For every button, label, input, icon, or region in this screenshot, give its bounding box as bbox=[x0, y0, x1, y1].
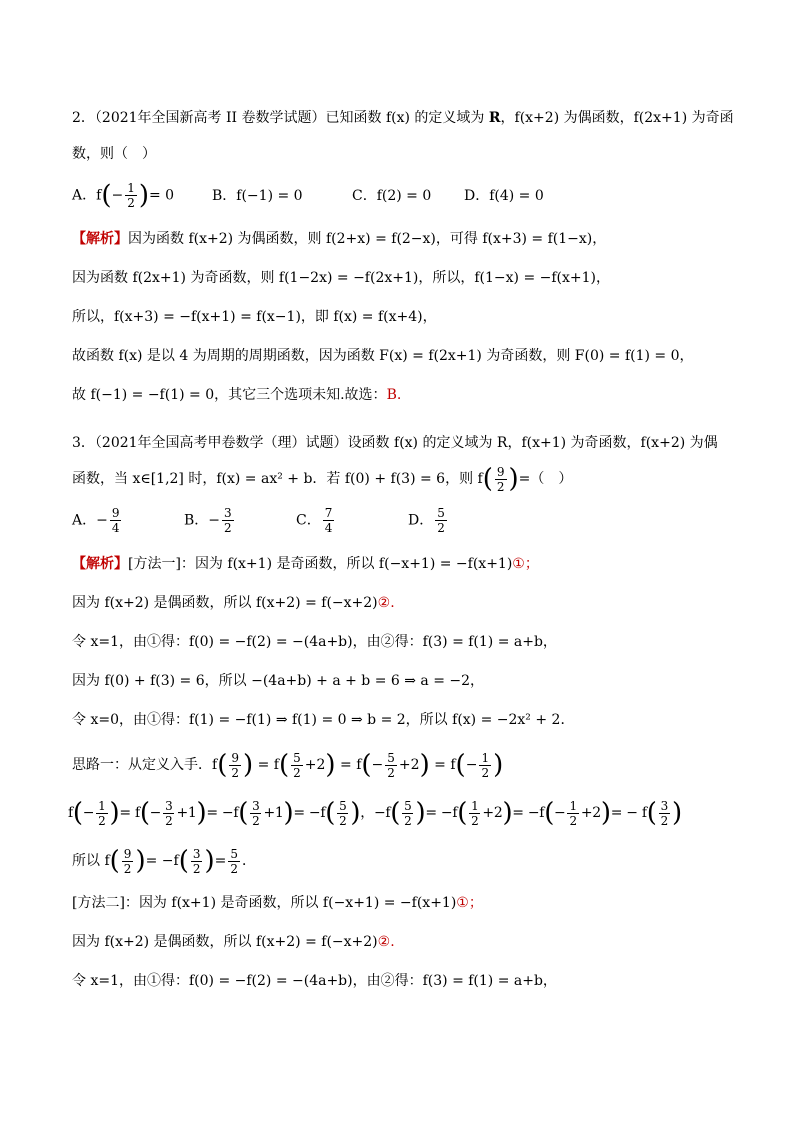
option-a: A．− $\frac{9}{4}$ bbox=[72, 505, 120, 535]
solution-line: 因为 f(0) + f(3) = 6，所以 −(4a+b) + a + b = 6 ⇒ a = −2， bbox=[72, 673, 485, 689]
answer: B. bbox=[386, 387, 402, 403]
solution-line: 令 x=0，由①得：f(1) = −f(1) ⇒ f(1) = 0 ⇒ b = 2，所以 f(x) = −2x² + 2． bbox=[72, 712, 575, 728]
option-a: A．f(− $\frac{1}{2}$ )= 0 bbox=[72, 180, 175, 210]
derivation-line: 所以 f( $\frac{9}{2}$ )= −f( $\frac{3}{2}$ )= $\frac{5}{2}$ ． bbox=[72, 846, 257, 876]
fraction: $\frac{9}{2}$ bbox=[496, 464, 505, 494]
solution-line: 令 x=1，由①得：f(0) = −f(2) = −(4a+b)，由②得：f(3) = f(1) = a+b， bbox=[72, 634, 557, 650]
question-3-options bbox=[72, 503, 734, 537]
solution-line: 故 f(−1) = −f(1) = 0，其它三个选项未知.故选：B. bbox=[72, 387, 402, 403]
method-label: [方法二]： bbox=[72, 895, 139, 911]
question-number: 2． bbox=[72, 110, 95, 126]
solution-line: 令 x=1，由①得：f(0) = −f(2) = −(4a+b)，由②得：f(3) = f(1) = a+b， bbox=[72, 973, 557, 989]
solution-tag: 【解析】 bbox=[72, 231, 128, 247]
option-d: D． $\frac{5}{2}$ bbox=[408, 505, 445, 535]
fraction: $\frac{1}{2}$ bbox=[127, 180, 135, 210]
question-2-stem: 2．（2021年全国新高考 II 卷数学试题）已知函数 f(x) 的定义域为 R，f(x+2) 为偶函数，f(2x+1) 为奇函 数，则（ ） bbox=[72, 110, 734, 162]
option-d: D．f(4) = 0 bbox=[464, 188, 544, 204]
derivation-line: f(− $\frac{1}{2}$ )= f(− $\frac{3}{2}$ +1)= −f( $\frac{3}{2}$ +1)= −f( $\frac{5}{2}$ )，−f( $\frac{5}{2}$ )= −f( $\frac{1}{2}$ +2)= −f(− $\frac{1}{2}$ +2)= − f( $\frac{3}{2}$ ) bbox=[68, 798, 682, 828]
solution-line: 因为函数 f(2x+1) 为奇函数，则 f(1−2x) = −f(2x+1)，所以，f(1−x) = −f(x+1)， bbox=[72, 270, 610, 286]
solution-line: 因为 f(x+2) 是偶函数，所以 f(x+2) = f(−x+2)②. bbox=[72, 595, 395, 611]
option-c: C． $\frac{7}{4}$ bbox=[296, 505, 333, 535]
question-3-stem: 3．（2021年全国高考甲卷数学（理）试题）设函数 f(x) 的定义域为 R，f(x+1) 为奇函数，f(x+2) 为偶 函数，当 x∈[1,2] 时，f(x) = ax² + b．若 f(0) + f(3) = 6，则 f( $\frac{9}{2}$ )=（ ） bbox=[72, 435, 718, 494]
solution-line: [方法二]：因为 f(x+1) 是奇函数，所以 f(−x+1) = −f(x+1)①； bbox=[72, 895, 483, 911]
solution-line: 【解析】[方法一]：因为 f(x+1) 是奇函数，所以 f(−x+1) = −f(x+1)①； bbox=[72, 556, 539, 572]
question-source: （2021年全国高考甲卷数学（理）试题） bbox=[94, 435, 348, 451]
question-number: 3． bbox=[72, 435, 95, 451]
solution-line: 故函数 f(x) 是以 4 为周期的周期函数，因为函数 F(x) = f(2x+1) 为奇函数，则 F(0) = f(1) = 0， bbox=[72, 348, 694, 364]
solution-line: 因为 f(x+2) 是偶函数，所以 f(x+2) = f(−x+2)②. bbox=[72, 934, 395, 950]
solution-line: 【解析】因为函数 f(x+2) 为偶函数，则 f(2+x) = f(2−x)，可得 f(x+3) = f(1−x)， bbox=[72, 231, 607, 247]
option-b: B．− $\frac{3}{2}$ bbox=[184, 505, 232, 535]
solution-line: 所以，f(x+3) = −f(x+1) = f(x−1)，即 f(x) = f(x+4)， bbox=[72, 309, 437, 325]
question-2-options bbox=[72, 178, 734, 212]
option-b: B．f(−1) = 0 bbox=[212, 188, 303, 204]
method-label: [方法一]： bbox=[128, 556, 195, 572]
question-source: （2021年全国新高考 II 卷数学试题） bbox=[94, 110, 326, 126]
option-c: C．f(2) = 0 bbox=[352, 188, 432, 204]
derivation-line: 思路一：从定义入手．f( $\frac{9}{2}$ ) = f( $\frac{5}{2}$ +2) = f(− $\frac{5}{2}$ +2) = f(− $\frac{1}{2}$ ) bbox=[72, 750, 504, 780]
